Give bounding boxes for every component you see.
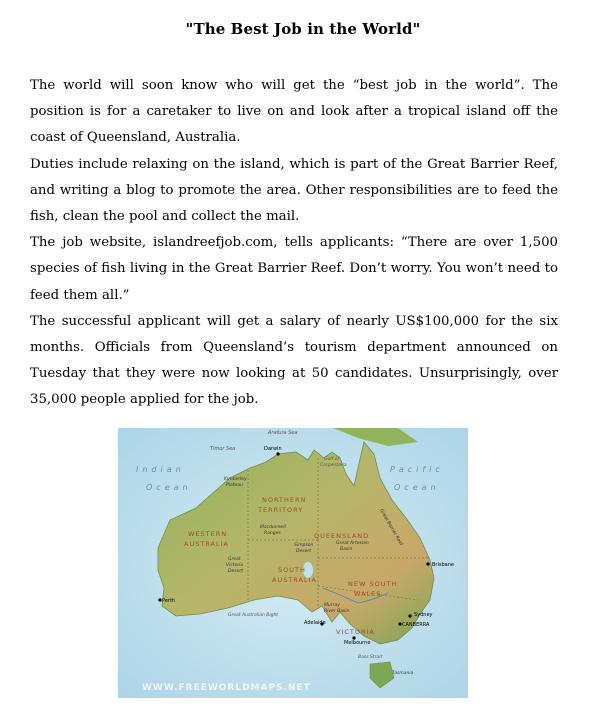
plateau-label: Plateau: [226, 483, 243, 488]
sydney-label: Sydney: [414, 612, 433, 618]
bass-strait-label: Bass Strait: [358, 655, 383, 660]
adelaide-label: Adelaide: [304, 620, 326, 626]
south-australia-label-2: AUSTRALIA: [272, 576, 317, 584]
reef-label: Great Barrier Reef: [378, 508, 404, 547]
nsw-label-2: WALES: [354, 590, 382, 598]
queensland-label: QUEENSLAND: [314, 532, 370, 540]
great-victoria-label: Great: [228, 557, 241, 562]
great-artesian-label: Great Artesian: [336, 541, 369, 546]
basin-label: Basin: [340, 547, 353, 552]
brisbane-label: Brisbane: [432, 562, 454, 568]
australia-map-image: [118, 428, 468, 698]
tasmania-label: Tasmania: [392, 671, 414, 676]
canberra-label: CANBERRA: [402, 622, 430, 628]
gulf-label: Gulf of: [324, 457, 339, 462]
document-title: "The Best Job in the World": [185, 20, 421, 38]
desert-label: Desert: [296, 549, 311, 554]
timor-sea-label: Timor Sea: [210, 446, 236, 452]
pacific-ocean-label-2: Ocean: [394, 483, 440, 492]
western-australia-label: WESTERN: [188, 530, 228, 538]
article-body: [30, 73, 558, 414]
nsw-label: NEW SOUTH: [348, 580, 398, 588]
darwin-label: Darwin: [264, 446, 282, 452]
perth-label: Perth: [162, 598, 176, 604]
northern-territory-label: NORTHERN: [262, 496, 307, 504]
indian-ocean-label-2: Ocean: [146, 483, 192, 492]
paragraph-4: The successful applicant will get a salary of nearly US$100,000 for the six months. Officials from Queensland’s tourism department announced on Tuesday that they were now looking at 50 candidates. Unsurprisingly, over 35,000 people applied for the job.: [30, 313, 558, 408]
arafura-sea-label: Arafura Sea: [268, 430, 298, 436]
paragraph-3: The job website, islandreefjob.com, tells applicants: “There are over 1,500 species of fish living in the Great Barrier Reef. Don’t worry. You won’t need to feed them all.”: [30, 235, 558, 303]
south-australia-label: SOUTH: [278, 566, 306, 574]
victoria-desert-label: Victoria: [226, 563, 244, 568]
indian-ocean-label: Indian: [136, 465, 185, 474]
simpson-label: Simpson: [294, 543, 314, 548]
pacific-ocean-label: Pacific: [390, 465, 444, 474]
northern-territory-label-2: TERRITORY: [258, 506, 304, 514]
murray-label: Murray: [324, 603, 340, 608]
bight-label: Great Australian Bight: [228, 613, 279, 618]
paragraph-2: Duties include relaxing on the island, which is part of the Great Barrier Reef, and writing a blog to promote the area. Other responsibilities are to feed the fish, clean the pool and collect the mail.: [30, 156, 558, 225]
paragraph-1: The world will soon know who will get the “best job in the world”. The position is for a caretaker to live on and look after a tropical island off the coast of Queensland, Australia.: [30, 78, 558, 146]
river-basin-label: River Basin: [324, 609, 350, 614]
victoria-label: VICTORIA: [336, 628, 375, 636]
ranges-label: Ranges: [264, 531, 281, 536]
watermark: WWW.FREEWORLDMAPS.NET: [142, 683, 311, 693]
western-australia-label-2: AUSTRALIA: [184, 540, 229, 548]
australia-map: [118, 428, 468, 698]
kimberley-label: Kimberley: [224, 477, 247, 482]
macdonnell-label: Macdonnell: [260, 525, 286, 530]
victoria-desert-label-2: Desert: [228, 569, 243, 574]
melbourne-label: Melbourne: [344, 640, 371, 646]
carpentaria-label: Carpentaria: [320, 463, 347, 468]
